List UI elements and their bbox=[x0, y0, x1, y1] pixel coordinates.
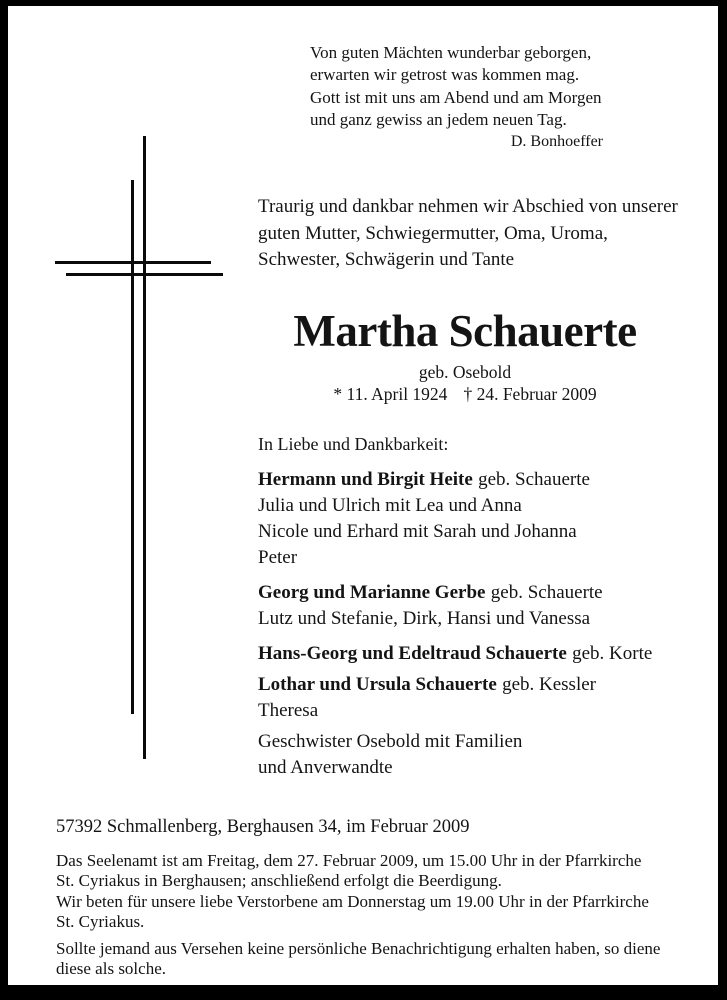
mourner-line: Lutz und Stefanie, Dirk, Hansi und Vanessa bbox=[258, 608, 591, 629]
mourner-lead-line bbox=[258, 467, 703, 493]
prayer-notice bbox=[56, 892, 716, 931]
mourner-group bbox=[258, 672, 703, 724]
address-line: 57392 Schmallenberg, Berghausen 34, im Februar 2009 bbox=[56, 817, 470, 837]
intro-line: Schwester, Schwägerin und Tante bbox=[258, 249, 515, 271]
mourner-line: Theresa bbox=[258, 700, 319, 721]
mourner-suffix: geb. Schauerte bbox=[490, 582, 603, 603]
mourner-line: Geschwister Osebold mit Familien bbox=[258, 731, 523, 752]
mourners-list bbox=[258, 467, 703, 781]
birth-date: * 11. April 1924 bbox=[333, 384, 448, 404]
mourner-lead-line bbox=[258, 672, 703, 698]
deceased-dates bbox=[258, 383, 672, 405]
service-information bbox=[56, 816, 716, 978]
deceased-block bbox=[258, 307, 672, 405]
mourner-suffix: geb. Korte bbox=[572, 643, 653, 664]
requiem-notice bbox=[56, 851, 716, 890]
intro-line: Traurig und dankbar nehmen wir Abschied von unserer bbox=[258, 196, 678, 217]
verse-line: erwarten wir getrost was kommen mag. bbox=[310, 65, 580, 85]
cross-horizontal-upper-line bbox=[55, 261, 211, 264]
mourner-group bbox=[258, 641, 703, 667]
mourner-lead-line bbox=[258, 580, 703, 606]
salutation: In Liebe und Dankbarkeit: bbox=[258, 434, 449, 454]
notice-line: diese als solche. bbox=[56, 958, 166, 978]
mourner-group bbox=[258, 729, 703, 781]
notice-line: Wir beten für unsere liebe Verstorbene am Donnerstag um 19.00 Uhr in der Pfarrkirche bbox=[56, 892, 649, 911]
mourner-line: Julia und Ulrich mit Lea und Anna bbox=[258, 495, 522, 516]
mourner-group bbox=[258, 467, 703, 571]
notice-line: St. Cyriakus. bbox=[56, 911, 145, 931]
verse-line: und ganz gewiss an jedem neuen Tag. bbox=[310, 109, 567, 129]
mourner-names: Hermann und Birgit Heite bbox=[258, 469, 473, 490]
intro-text bbox=[258, 194, 698, 274]
death-date: † 24. Februar 2009 bbox=[463, 384, 597, 404]
notice-line: St. Cyriakus in Berghausen; anschließend erfolgt die Beerdigung. bbox=[56, 870, 502, 890]
verse-line: Von guten Mächten wunderbar geborgen, bbox=[310, 43, 592, 62]
notification-notice bbox=[56, 939, 716, 978]
mourner-lead-line bbox=[258, 641, 703, 667]
cross-vertical-long-line bbox=[143, 136, 146, 759]
mourner-line: und Anverwandte bbox=[258, 757, 393, 778]
mourner-line: Peter bbox=[258, 547, 298, 568]
mourner-group bbox=[258, 580, 703, 632]
notice-line: Das Seelenamt ist am Freitag, dem 27. Februar 2009, um 15.00 Uhr in der Pfarrkirche bbox=[56, 851, 642, 870]
mourner-names: Lothar und Ursula Schauerte bbox=[258, 674, 497, 695]
intro-line: guten Mutter, Schwiegermutter, Oma, Uroma, bbox=[258, 222, 608, 244]
mourner-names: Georg und Marianne Gerbe bbox=[258, 582, 486, 603]
opening-verse bbox=[310, 42, 603, 153]
cross-horizontal-lower-line bbox=[66, 273, 223, 276]
verse-line: Gott ist mit uns am Abend und am Morgen bbox=[310, 87, 602, 107]
deceased-maiden-name: geb. Osebold bbox=[418, 362, 512, 382]
notice-line: Sollte jemand aus Versehen keine persönliche Benachrichtigung erhalten haben, so diene bbox=[56, 939, 661, 958]
verse-attribution: D. Bonhoeffer bbox=[510, 133, 603, 151]
mourner-names: Hans-Georg und Edeltraud Schauerte bbox=[258, 643, 567, 664]
mourner-suffix: geb. Kessler bbox=[502, 674, 596, 695]
mourner-suffix: geb. Schauerte bbox=[478, 469, 590, 490]
deceased-name: Martha Schauerte bbox=[293, 306, 637, 356]
mourner-line: Nicole und Erhard mit Sarah und Johanna bbox=[258, 521, 577, 542]
